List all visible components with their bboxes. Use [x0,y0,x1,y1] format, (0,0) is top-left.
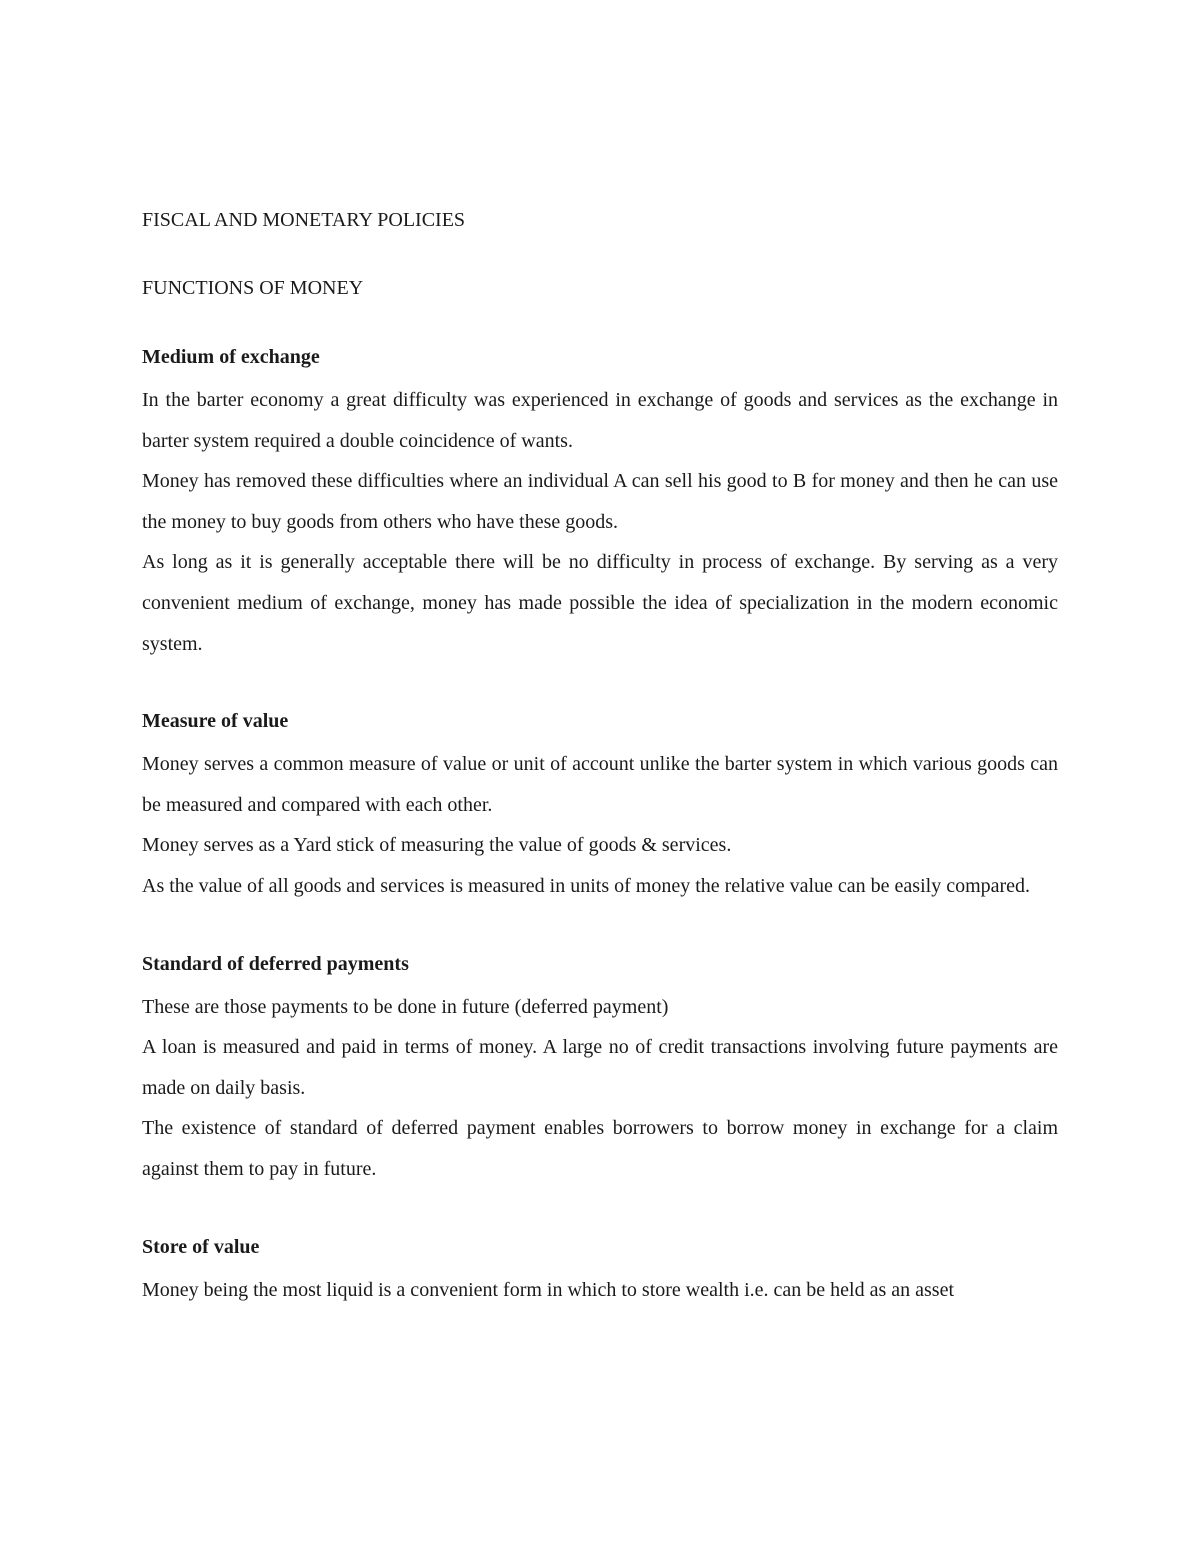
paragraph: Money serves as a Yard stick of measuring the value of goods & services. [142,834,732,857]
paragraph: Money being the most liquid is a convenient form in which to store wealth i.e. can be held as an asset [142,1278,955,1301]
paragraph: In the barter economy a great difficulty was experienced in exchange of goods and services as the exchange in barter system required a double coincidence of wants. [142,389,1058,452]
section-heading: Store of value [142,1235,260,1258]
paragraph: Money has removed these difficulties where an individual A can sell his good to B for money and then he can use the money to buy goods from others who have these goods. [142,470,1058,533]
section-standard-of-deferred-payments [142,947,1058,1190]
paragraph: Money serves a common measure of value or unit of account unlike the barter system in which various goods can be measured and compared with each other. [142,753,1058,816]
document-body [142,204,1058,1350]
section-heading: Standard of deferred payments [142,952,409,975]
document-title: FISCAL AND MONETARY POLICIES [142,209,466,231]
section-store-of-value [142,1230,1058,1311]
section-heading: Medium of exchange [142,346,320,368]
paragraph: As long as it is generally acceptable there will be no difficulty in process of exchange. By serving as a very convenient medium of exchange, money has made possible the idea of specialization in the modern economic system. [142,551,1058,655]
paragraph: These are those payments to be done in future (deferred payment) [142,995,669,1018]
paragraph: As the value of all goods and services is measured in units of money the relative value can be easily compared. [142,874,1031,897]
section-medium-of-exchange [142,340,1058,664]
paragraph: The existence of standard of deferred payment enables borrowers to borrow money in exchange for a claim against them to pay in future. [142,1117,1058,1180]
section-measure-of-value [142,704,1058,906]
paragraph: A loan is measured and paid in terms of money. A large no of credit transactions involving future payments are made on daily basis. [142,1036,1058,1099]
section-heading: Measure of value [142,710,289,733]
document-subtitle: FUNCTIONS OF MONEY [142,277,364,299]
